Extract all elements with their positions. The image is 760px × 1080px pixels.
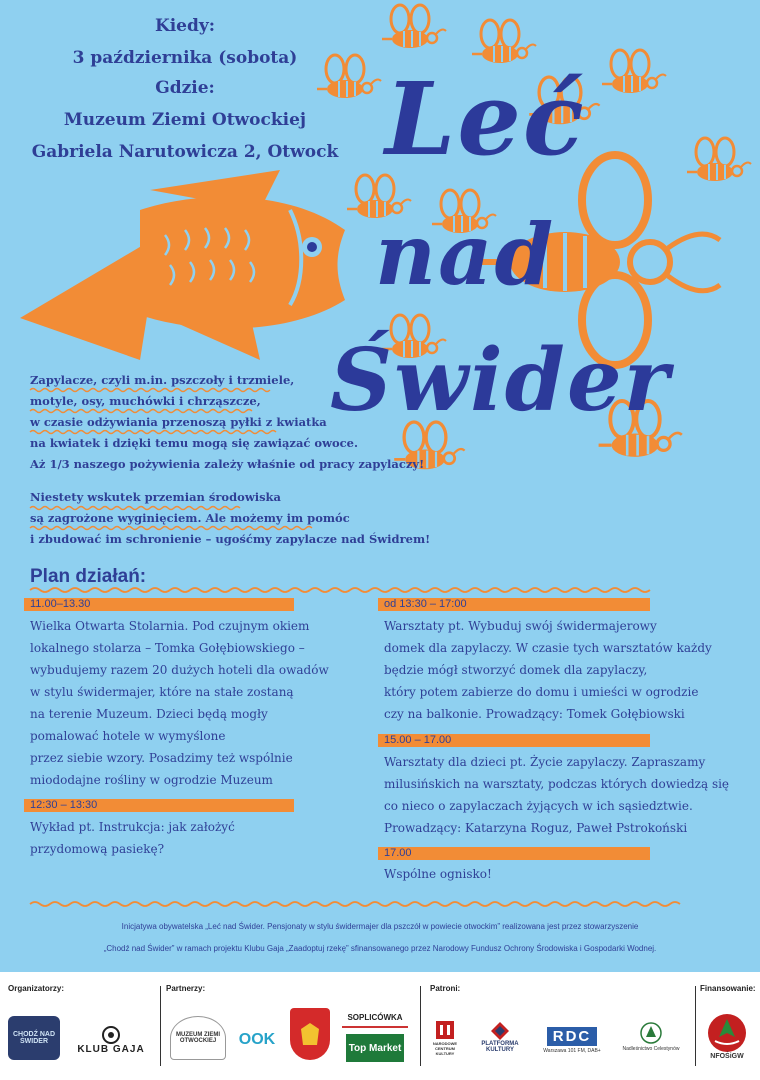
fish-illustration bbox=[20, 170, 345, 360]
intro-line: i zbudować im schronienie – ugośćmy zapylacze nad Świdrem! bbox=[30, 532, 431, 546]
time-bar: od 13:30 – 17:00 bbox=[378, 598, 650, 611]
klub-gaja-logo bbox=[68, 1022, 154, 1058]
plan-line: lokalnego stolarza – Tomka Gołębiowskiego – bbox=[30, 641, 305, 655]
organizers-label: Organizatorzy: bbox=[8, 984, 65, 993]
divider bbox=[420, 986, 421, 1066]
nadlesnictwo-logo bbox=[615, 1014, 687, 1060]
soplicowka-logo: SOPLICÓWKA bbox=[342, 1008, 408, 1028]
plan-line: który potem zabierze do domu i umieści w ogrodzie bbox=[384, 685, 699, 699]
nck-logo bbox=[430, 1012, 460, 1062]
plan-line: w stylu świdermajer, które na stałe zostaną bbox=[30, 685, 294, 699]
title-line-1: Leć bbox=[385, 60, 586, 178]
klub-gaja-emblem-icon bbox=[102, 1026, 120, 1044]
intro-line: Niestety wskutek przemian środowiska bbox=[30, 490, 281, 504]
rdc-logo bbox=[540, 1020, 604, 1060]
ook-logo: OOK bbox=[238, 1031, 276, 1048]
event-address: Gabriela Narutowicza 2, Otwock bbox=[31, 142, 339, 162]
intro-line: Aż 1/3 naszego pożywienia zależy właśnie od pracy zapylaczy! bbox=[30, 457, 425, 471]
otwock-coat-of-arms-logo bbox=[290, 1008, 330, 1060]
plan-line: na terenie Muzeum. Dzieci będą mogły bbox=[30, 707, 268, 721]
nfosigw-text: NFOŚiGW bbox=[710, 1052, 744, 1060]
where-label: Gdzie: bbox=[155, 78, 215, 98]
footnote-line-1: Inicjatywa obywatelska „Leć nad Świder. Pensjonaty w stylu świdermajer dla pszczół w powiecie otwockim” realizowana jest przez stowarzyszenie bbox=[121, 922, 639, 931]
partners-label: Partnerzy: bbox=[166, 984, 206, 993]
patrons-label: Patroni: bbox=[430, 984, 461, 993]
nck-text: NARODOWE CENTRUM KULTURY bbox=[432, 1040, 458, 1056]
rdc-subtext: Warszawa 101 FM, DAB+ bbox=[543, 1047, 601, 1054]
klub-gaja-text: KLUB GAJA bbox=[77, 1043, 145, 1055]
event-date: 3 października (sobota) bbox=[72, 48, 298, 68]
plan-line: wybudujemy razem 20 dużych hoteli dla owadów bbox=[30, 663, 329, 677]
plan-line: milusińskich na warsztaty, podczas których dowiedzą się bbox=[384, 777, 730, 791]
top-market-logo: Top Market bbox=[346, 1034, 404, 1062]
intro-line: na kwiatek i dzięki temu mogą się zawiązać owoce. bbox=[30, 436, 358, 450]
divider bbox=[160, 986, 161, 1066]
plan-line: czy na balkonie. Prowadzący: Tomek Gołębiowski bbox=[384, 707, 685, 721]
time-bar: 17.00 bbox=[378, 847, 650, 860]
intro-line: w czasie odżywiania przenoszą pyłki z kwiatka bbox=[30, 415, 327, 429]
muzeum-ziemi-otwockiej-logo: MUZEUM ZIEMI OTWOCKIEJ bbox=[170, 1016, 226, 1060]
plan-line: Warsztaty dla dzieci pt. Życie zapylaczy. Zapraszamy bbox=[384, 755, 706, 769]
coat-of-arms-icon bbox=[299, 1021, 321, 1047]
plan-heading: Plan działań: bbox=[30, 566, 147, 587]
platforma-kultury-logo bbox=[470, 1012, 530, 1062]
wavy-divider-bottom bbox=[30, 902, 680, 906]
plan-line: miododajne rośliny w ogrodzie Muzeum bbox=[30, 773, 273, 787]
wavy-divider-top bbox=[30, 588, 650, 592]
forest-emblem-icon bbox=[640, 1022, 662, 1044]
sponsor-logo-strip bbox=[0, 972, 760, 1080]
chodz-nad-swider-logo: CHODŹ NAD ŚWIDER bbox=[8, 1016, 60, 1060]
nadlesnictwo-text: Nadleśnictwo Celestynów bbox=[622, 1046, 680, 1052]
time-bar: 11.00–13.30 bbox=[24, 598, 294, 611]
plan-line: Wspólne ognisko! bbox=[384, 867, 492, 881]
event-place: Muzeum Ziemi Otwockiej bbox=[63, 110, 307, 130]
plan-line: Wielka Otwarta Stolarnia. Pod czujnym okiem bbox=[30, 619, 310, 633]
intro-line: są zagrożone wyginięciem. Ale możemy im pomóc bbox=[30, 511, 350, 525]
funding-label: Finansowanie: bbox=[700, 984, 756, 993]
footnote-line-2: „Chodź nad Świder” w ramach projektu Klubu Gaja „Zaadoptuj rzekę” sfinansowanego przez Narodowy Fundusz Ochrony Środowiska i Gospodarki Wodnej. bbox=[103, 944, 657, 953]
nfosigw-emblem-icon bbox=[707, 1013, 747, 1053]
plan-line: domek dla zapylaczy. W czasie tych warsztatów każdy bbox=[384, 641, 712, 655]
plan-line: przez siebie wzory. Posadzimy też wspólnie bbox=[30, 751, 293, 765]
platforma-diamond-icon bbox=[490, 1021, 510, 1041]
plan-line: Prowadzący: Katarzyna Roguz, Paweł Pstrokoński bbox=[384, 821, 688, 835]
platforma-text: PLATFORMA KULTURY bbox=[481, 1041, 519, 1053]
rdc-text: RDC bbox=[547, 1027, 598, 1046]
nck-emblem-icon bbox=[434, 1019, 456, 1041]
nfosigw-logo bbox=[704, 1006, 750, 1066]
plan-line: przydomową pasiekę? bbox=[30, 842, 165, 856]
when-label: Kiedy: bbox=[154, 16, 216, 36]
plan-line: pomalować hotele w wymyślone bbox=[30, 729, 226, 743]
plan-line: Warsztaty pt. Wybuduj swój świdermajerowy bbox=[384, 619, 657, 633]
title-line-3: Świder bbox=[330, 330, 671, 431]
plan-line: będzie mógł stworzyć domek dla zapylaczy, bbox=[384, 663, 648, 677]
divider bbox=[695, 986, 696, 1066]
intro-line: motyle, osy, muchówki i chrząszcze, bbox=[30, 394, 261, 408]
intro-line: Zapylacze, czyli m.in. pszczoły i trzmiele, bbox=[30, 373, 295, 387]
plan-line: Wykład pt. Instrukcja: jak założyć bbox=[30, 820, 235, 834]
title-line-2: nad bbox=[375, 205, 556, 304]
plan-line: co nieco o zapylaczach żyjących w ich sąsiedztwie. bbox=[384, 799, 693, 813]
time-bar: 15.00 – 17.00 bbox=[378, 734, 650, 747]
time-bar: 12:30 – 13:30 bbox=[24, 799, 294, 812]
